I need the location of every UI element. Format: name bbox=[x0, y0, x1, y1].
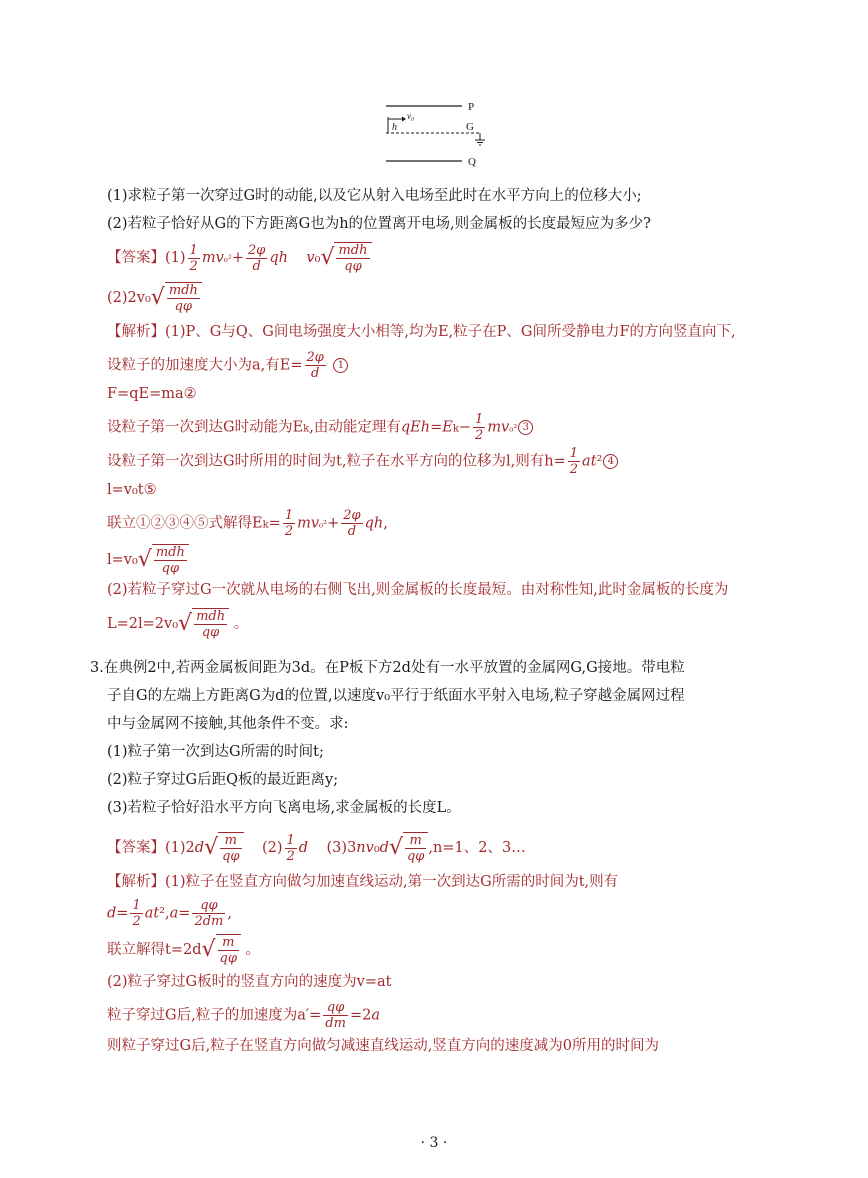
analysis-2-line9: (2)若粒子穿过G一次就从电场的右侧飞出,则金属板的长度最短。由对称性知,此时金属板的长度为 bbox=[107, 582, 729, 598]
analysis-2-line4: 设粒子第一次到达G时动能为Ek,由动能定理有qEh=Ek− $\frac{1}{2}$ mv₀² 3 bbox=[107, 412, 534, 443]
analysis-2-line5: 设粒子第一次到达G时所用的时间为t,粒子在水平方向的位移为l,则有h= $\frac{1}{2}$ at² 4 bbox=[107, 446, 619, 477]
label-p: P bbox=[468, 101, 475, 113]
analysis-2-line1: 【解析】(1)P、G与Q、G间电场强度大小相等,均为E,粒子在P、G间所受静电力F的方向竖直向下, bbox=[107, 324, 736, 340]
answer-tag: 【答案】 bbox=[107, 250, 165, 266]
analysis-2-line2: 设粒子的加速度大小为a,有E= $\frac{2\varphi}{d}$ 1 bbox=[107, 350, 349, 381]
q3-line1: 3.在典例2中,若两金属板间距为3d。在P板下方2d处有一水平放置的金属网G,G接地。带电粒 bbox=[90, 660, 685, 676]
analysis-3-line6: 则粒子穿过G后,粒子在竖直方向做匀减速直线运动,竖直方向的速度减为0所用的时间为 bbox=[107, 1038, 660, 1054]
analysis-3-line2: d= $\frac{1}{2}$ at²,a= $\frac{q\varphi}{2dm}$ , bbox=[107, 898, 232, 929]
analysis-2-line6: l=v₀t⑤ bbox=[107, 482, 157, 498]
answer-2-line2: (2)2v₀√ $\frac{\text{mdh}}{q\varphi}$ bbox=[107, 282, 202, 314]
q3-line3: 中与金属网不接触,其他条件不变。求: bbox=[107, 716, 349, 732]
q3-sub2: (2)粒子穿过G后距Q板的最近距离y; bbox=[107, 772, 339, 788]
label-g: G bbox=[466, 121, 474, 133]
analysis-2-line10: L=2l=2v₀√ $\frac{\text{mdh}}{q\varphi}$ 。 bbox=[107, 609, 249, 640]
analysis-3-line5: 粒子穿过G后,粒子的加速度为a′= $\frac{q\varphi}{dm}$ =2a bbox=[107, 1000, 380, 1031]
analysis-3-line3: 联立解得t=2d√ $\frac{m}{q\varphi}$ 。 bbox=[107, 935, 261, 966]
page-number: · 3 · bbox=[420, 1135, 448, 1151]
q2-sub2: (2)若粒子恰好从G的下方距离G也为h的位置离开电场,则金属板的长度最短应为多少? bbox=[107, 216, 651, 232]
entry-arrow-head bbox=[402, 117, 406, 122]
label-h: h bbox=[392, 122, 397, 133]
q3-sub3: (3)若粒子恰好沿水平方向飞离电场,求金属板的长度L。 bbox=[107, 800, 461, 816]
capacitor-diagram bbox=[380, 95, 500, 173]
analysis-2-line8: l=v₀√ $\frac{\text{mdh}}{q\varphi}$ bbox=[107, 544, 189, 576]
answer-2-part1-prefix: (1) bbox=[165, 250, 186, 266]
label-q: Q bbox=[468, 156, 476, 168]
q3-sub1: (1)粒子第一次到达G所需的时间t; bbox=[107, 744, 324, 760]
q3-line2: 子自G的左端上方距离G为d的位置,以速度v₀平行于纸面水平射入电场,粒子穿越金属网过程 bbox=[107, 688, 685, 704]
analysis-2-line3: F=qE=ma② bbox=[107, 386, 197, 402]
q2-sub1: (1)求粒子第一次穿过G时的动能,以及它从射入电场至此时在水平方向上的位移大小; bbox=[107, 188, 642, 204]
analysis-3-line4: (2)粒子穿过G板时的竖直方向的速度为v=at bbox=[107, 974, 392, 990]
analysis-3-line1: 【解析】(1)粒子在竖直方向做匀加速直线运动,第一次到达G所需的时间为t,则有 bbox=[107, 874, 619, 890]
analysis-tag: 【解析】 bbox=[107, 324, 165, 340]
analysis-2-line7: 联立①②③④⑤式解得Ek= $\frac{1}{2}$ mv₀²+ $\frac{2\varphi}{d}$ qh, bbox=[107, 508, 388, 539]
answer-3: 【答案】(1)2d√ $\frac{m}{q\varphi}$ (2) $\frac{1}{2}$ d (3)3nv₀d√ $\frac{m}{q\varphi}$ ,n=1、2、3… bbox=[107, 832, 526, 864]
answer-2-line1: 【答案】(1) $\frac{1}{2}$ mv₀²+ $\frac{2\varphi}{d}$ qh v₀√ $\frac{\text{mdh}}{q\varphi}$ bbox=[107, 242, 372, 274]
label-v0: v₀ bbox=[407, 111, 415, 121]
answer-2-part2-prefix: (2)2v₀ bbox=[107, 290, 151, 306]
